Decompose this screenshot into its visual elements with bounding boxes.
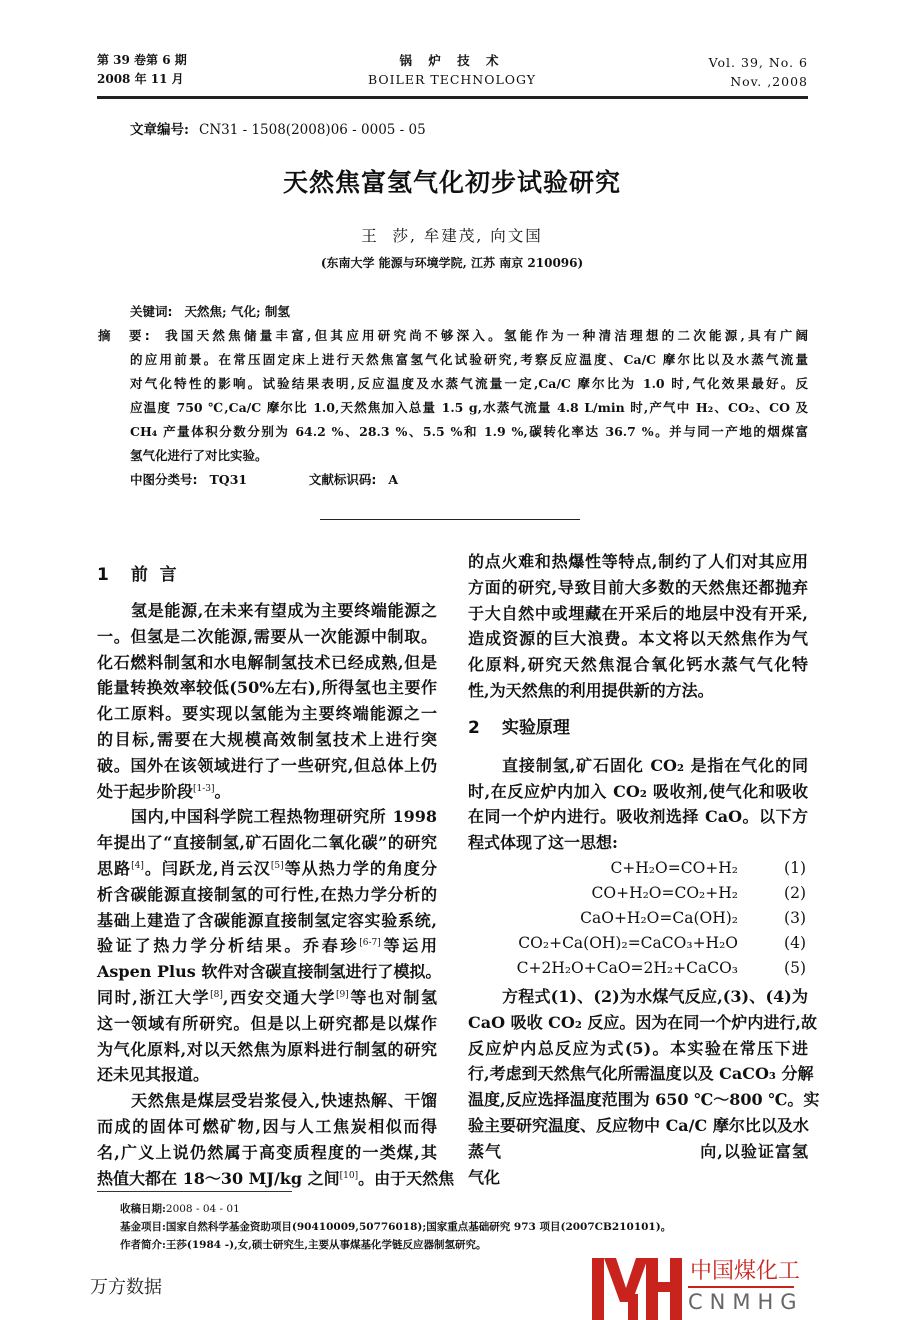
- text-line: [468, 1139, 808, 1165]
- keywords-value: 天然焦; 气化; 制氢: [184, 304, 290, 319]
- abstract-text: 对气化特性的影响。试验结果表明,反应温度及水蒸气流量一定,Ca/C 摩尔比为 1.0 时,气化效果最好。反: [130, 376, 808, 391]
- citation-ref: [8]: [210, 989, 223, 1000]
- text-line: [97, 650, 437, 676]
- cnmhg-logo-icon: [590, 1254, 682, 1320]
- footnote-value: 王莎(1984 -),女,硕士研究生,主要从事煤基化学链反应器制氢研究。: [165, 1239, 487, 1251]
- abstract-text: 应温度 750 ℃,Ca/C 摩尔比 1.0,天然焦加入总量 1.5 g,水蒸气流量 4.8 L/min 时,产气中 H₂、CO₂、CO 及: [130, 400, 808, 415]
- text-segment: 还未见其报道。: [97, 1065, 210, 1085]
- text-segment: 析含碳能源直接制氢的可行性,在热力学分析的: [97, 884, 437, 904]
- section-2-heading: [468, 713, 808, 749]
- abstract-line: [130, 444, 808, 468]
- text-segment: 化石燃料制氢和水电解制氢技术已经成熟,但是: [97, 652, 437, 672]
- abstract-line: [130, 348, 808, 372]
- text-segment: 在同一个炉内进行。吸收剂选择 CaO。以下方: [468, 807, 808, 827]
- affiliation: (东南大学 能源与环境学院, 江苏 南京 210096): [320, 256, 584, 270]
- classification-value: TQ31: [209, 472, 248, 487]
- journal-name-en: BOILER TECHNOLOGY: [367, 72, 537, 87]
- citation-ref: [5]: [270, 860, 284, 871]
- abstract-line: [130, 396, 808, 420]
- equation-number: (1): [784, 858, 806, 877]
- text-line: [468, 601, 808, 627]
- text-segment: 处于起步阶段: [97, 781, 194, 801]
- text-segment: 等也对制氢: [348, 987, 437, 1007]
- classification: [130, 468, 808, 492]
- text-segment: CaO 吸收 CO₂ 反应。因为在同一个炉内进行,故: [468, 1012, 818, 1032]
- abstract-line: [130, 372, 808, 396]
- equation-formula: CO₂+Ca(OH)₂=CaCO₃+H₂O: [518, 933, 738, 952]
- text-line: [97, 1011, 437, 1037]
- text-segment: 思路: [97, 858, 132, 878]
- text-segment: ,西安交通大学: [222, 987, 336, 1007]
- section-number: 2: [468, 717, 480, 738]
- text-segment: 等运用: [380, 936, 437, 956]
- abstract-text: 的应用前景。在常压固定床上进行天然焦富氢气化试验研究,考察反应温度、Ca/C 摩尔比以及水蒸气流量: [130, 352, 808, 367]
- equation-number: (5): [784, 958, 806, 977]
- text-segment: 方面的研究,导致目前大多数的天然焦还都抛弃: [468, 577, 808, 597]
- text-segment: 能量转换效率较低(50%左右),所得氢也主要作: [97, 678, 437, 698]
- text-segment: 时,在反应炉内加入 CO₂ 吸收剂,使气化和吸收: [468, 781, 808, 801]
- text-segment: Aspen Plus 软件对含碳直接制氢进行了模拟。: [97, 962, 442, 982]
- footnote-rule: [97, 1191, 292, 1192]
- text-segment: 热值大都在 18～30 MJ/kg 之间: [97, 1168, 340, 1188]
- footnote-funding: [120, 1218, 671, 1236]
- text-line: [468, 1165, 808, 1191]
- text-line: [97, 675, 437, 701]
- authors: 王 莎, 牟建茂, 向文国: [361, 227, 543, 245]
- equation-number: (4): [784, 933, 806, 952]
- equation-number: (3): [784, 908, 806, 927]
- abstract-separator: [320, 519, 580, 520]
- text-line: [468, 830, 808, 856]
- issue-date-en: Nov. ,2008: [730, 74, 808, 89]
- text-segment: 气化: [468, 1167, 501, 1187]
- keywords: [130, 300, 808, 324]
- text-segment: 于大自然中或埋藏在开采后的地层中没有开采,: [468, 603, 808, 623]
- doc-code-label: 文献标识码:: [308, 472, 377, 487]
- text-line: [97, 727, 437, 753]
- text-line: [468, 678, 808, 704]
- footnote-label: 基金项目:: [120, 1221, 166, 1233]
- header-rule: [97, 96, 808, 99]
- text-segment: 性,为天然焦的利用提供新的方法。: [468, 680, 714, 700]
- text-line: [97, 882, 437, 908]
- text-line: [97, 1062, 437, 1088]
- text-segment: 年提出了“直接制氢,矿石固化二氧化碳”的研究: [97, 833, 437, 853]
- text-segment: 国内,中国科学院工程热物理研究所 1998: [131, 807, 437, 827]
- text-line: [468, 753, 808, 779]
- article-number-value: CN31 - 1508(2008)06 - 0005 - 05: [198, 122, 426, 138]
- text-line: [97, 1088, 437, 1114]
- text-segment: 天然焦是煤层受岩浆侵入,快速热解、干馏: [131, 1091, 437, 1111]
- text-line: [97, 598, 437, 624]
- text-line: [468, 804, 808, 830]
- equation-formula: C+H₂O=CO+H₂: [610, 858, 738, 877]
- text-segment: 方程式(1)、(2)为水煤气反应,(3)、(4)为: [502, 986, 808, 1006]
- text-line: [468, 1010, 818, 1036]
- text-segment: 破。国外在该领域进行了一些研究,但总体上仍: [97, 755, 437, 775]
- text-line: [97, 624, 437, 650]
- text-line: [468, 652, 808, 678]
- text-segment: 这一领域有所研究。但是以上研究都是以煤作: [97, 1013, 437, 1033]
- text-line: [97, 804, 437, 830]
- watermark-underline: [688, 1286, 794, 1288]
- text-segment: 为气化原料,对以天然焦为原料进行制氢的研究: [97, 1039, 437, 1059]
- abstract-text: CH₄ 产量体积分数分别为 64.2 %、28.3 %、5.5 %和 1.9 %,碳转化率达 36.7 %。并与同一产地的烟煤富: [130, 424, 808, 439]
- text-segment: 程式体现了这一思想:: [468, 833, 618, 853]
- section-title: 前 言: [130, 565, 177, 585]
- text-line: [468, 1036, 808, 1062]
- abstract-line: [98, 324, 808, 348]
- text-segment: 的点火难和热爆性等特点,制约了人们对其应用: [468, 552, 808, 571]
- footnote-label: 作者简介:: [120, 1239, 166, 1251]
- text-line: [97, 753, 437, 779]
- issue-date: 2008 年 11 月: [97, 72, 184, 86]
- text-line: [468, 1061, 814, 1087]
- citation-ref: [1-3]: [193, 783, 215, 794]
- watermark-text-en: CNMHG: [688, 1290, 804, 1314]
- equation-formula: C+2H₂O+CaO=2H₂+CaCO₃: [516, 958, 738, 977]
- text-segment: 反应炉内总反应为式(5)。本实验在常压下进: [468, 1038, 808, 1058]
- text-segment: 名,广义上说仍然属于高变质程度的一类煤,其: [97, 1142, 437, 1162]
- text-line: [468, 984, 808, 1010]
- section-number: 1: [97, 565, 109, 585]
- abstract-label: 摘 要:: [98, 328, 150, 343]
- citation-ref: [4]: [131, 860, 144, 871]
- citation-ref: [9]: [336, 989, 349, 1000]
- text-line: [97, 1114, 437, 1140]
- watermark-text-cn: 中国煤化工: [688, 1254, 802, 1285]
- watermark-logo: [590, 1254, 820, 1320]
- text-line: [468, 779, 808, 805]
- text-line: [97, 985, 437, 1011]
- text-segment: 。: [214, 781, 231, 801]
- citation-ref: [10]: [339, 1170, 359, 1181]
- footnote-author: [120, 1236, 671, 1254]
- text-segment: 等从热力学的角度分: [283, 858, 437, 878]
- text-segment: 蒸气 向,以验证富氢: [468, 1141, 808, 1161]
- equation: [468, 931, 808, 956]
- text-line: [97, 1166, 455, 1192]
- equation-number: (2): [784, 883, 806, 902]
- text-segment: 造成资源的巨大浪费。本文将以天然焦作为气: [468, 629, 808, 649]
- footnote-value: 2008 - 04 - 01: [165, 1203, 240, 1215]
- text-segment: 化工原料。要实现以氢能为主要终端能源之一: [97, 704, 437, 724]
- text-line: [468, 549, 808, 575]
- text-line: [468, 626, 808, 652]
- text-line: [468, 1087, 820, 1113]
- abstract-text: 我国天然焦储量丰富,但其应用研究尚不够深入。氢能作为一种清洁理想的二次能源,具有广阔: [161, 328, 808, 343]
- text-segment: 。闫跃龙,肖云汉: [143, 858, 271, 878]
- footnote-value: 国家自然科学基金资助项目(90410009,50776018);国家重点基础研究 973 项目(2007CB210101)。: [165, 1221, 672, 1233]
- text-segment: 。由于天然焦: [358, 1168, 455, 1188]
- text-segment: 一。但氢是二次能源,需要从一次能源中制取。: [97, 626, 437, 646]
- text-line: [97, 933, 437, 959]
- keywords-label: 关键词:: [130, 304, 173, 319]
- text-line: [468, 1113, 808, 1139]
- footnote-received: [120, 1200, 671, 1218]
- text-line: [97, 959, 442, 985]
- text-line: [97, 856, 437, 882]
- text-line: [97, 701, 437, 727]
- abstract-block: [98, 300, 808, 492]
- text-line: [97, 908, 437, 934]
- journal-issue-cn: [97, 51, 187, 89]
- article-number: [130, 118, 426, 138]
- text-segment: 验主要研究温度、反应物中 Ca/C 摩尔比以及水: [468, 1115, 809, 1135]
- journal-name-cn: 锅 炉 技 术: [399, 53, 505, 68]
- journal-issue-en: [709, 53, 808, 91]
- abstract-text: 氢气化进行了对比实验。: [130, 448, 268, 463]
- journal-name: [300, 51, 604, 89]
- doc-code-value: A: [388, 472, 399, 487]
- footnote-label: 收稿日期:: [120, 1203, 166, 1215]
- classification-label: 中图分类号:: [130, 472, 198, 487]
- equation-formula: CaO+H₂O=Ca(OH)₂: [580, 908, 738, 927]
- text-segment: 而成的固体可燃矿物,因与人工焦炭相似而得: [97, 1116, 437, 1136]
- text-segment: 化原料,研究天然焦混合氧化钙水蒸气气化特: [468, 655, 808, 675]
- right-column: [468, 549, 820, 1190]
- section-1-heading: [97, 560, 437, 596]
- abstract-line: [130, 420, 808, 444]
- footnotes: [120, 1200, 671, 1254]
- equation: [468, 906, 808, 931]
- source-mark: 万方数据: [90, 1277, 162, 1298]
- equation-formula: CO+H₂O=CO₂+H₂: [591, 883, 738, 902]
- text-segment: 温度,反应选择温度范围为 650 ℃～800 ℃。实: [468, 1090, 820, 1110]
- text-line: [97, 779, 437, 805]
- text-segment: 直接制氢,矿石固化 CO₂ 是指在气化的同: [502, 755, 808, 775]
- paper-title: 天然焦富氢气化初步试验研究: [282, 168, 621, 197]
- text-segment: 行,考虑到天然焦气化所需温度以及 CaCO₃ 分解: [468, 1064, 814, 1084]
- equation: [468, 856, 808, 881]
- text-line: [97, 1140, 437, 1166]
- volume-issue-en: Vol. 39, No. 6: [708, 55, 808, 70]
- text-line: [97, 1037, 437, 1063]
- equation: [468, 881, 808, 906]
- text-segment: 氢是能源,在未来有望成为主要终端能源之: [131, 601, 437, 620]
- text-segment: 验证了热力学分析结果。乔春珍: [97, 936, 360, 956]
- text-segment: 基础上建造了含碳能源直接制氢定容实验系统,: [97, 910, 437, 930]
- section-title: 实验原理: [501, 717, 570, 738]
- text-line: [97, 830, 437, 856]
- equation: [468, 956, 808, 981]
- article-number-label: 文章编号:: [130, 122, 189, 138]
- text-line: [468, 575, 808, 601]
- volume-issue: 第 39 卷第 6 期: [97, 53, 187, 67]
- citation-ref: [6-7]: [359, 938, 381, 949]
- left-column: [97, 560, 455, 1191]
- text-segment: 同时,浙江大学: [97, 987, 211, 1007]
- text-segment: 的目标,需要在大规模高效制氢技术上进行突: [97, 729, 437, 749]
